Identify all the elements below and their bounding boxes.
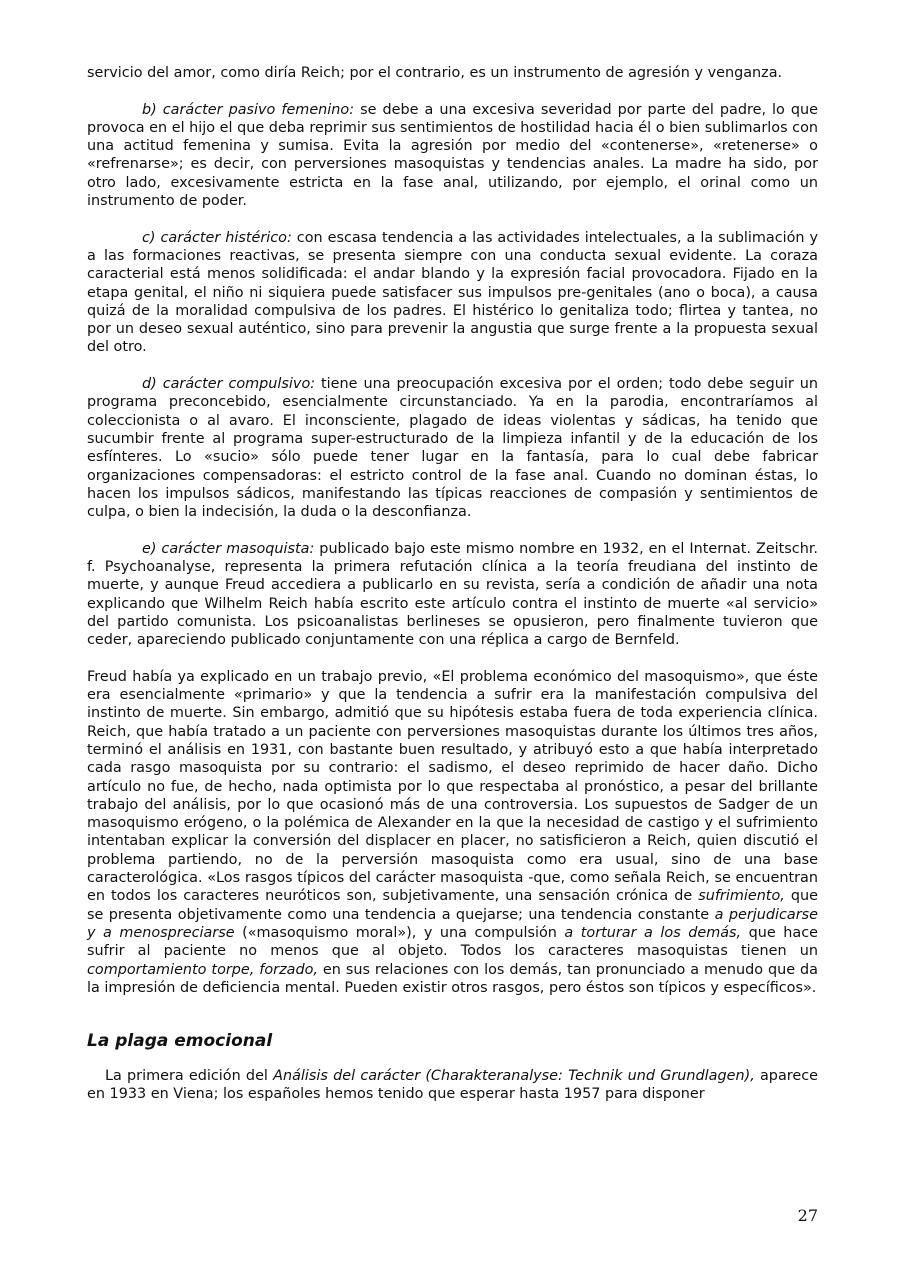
emphasis-text: a torturar a los demás,	[564, 924, 742, 941]
paragraph-histerico	[87, 229, 818, 357]
paragraph-text: publicado bajo este mismo nombre en 1932, en el Internat. Zeitschr. f. Psychoanalyse, representa la primera refutación clínica a la teoría freudiana del instinto de muerte, y aunque Freud accediera a publicarlo en su revista, sería a condición de añadir una nota explicando que Wilhelm Reich había escrito este artículo contra el instinto de muerte «al servicio» del partido comunista. Los psicoanalistas berlineses se opusieron, pero finalmente tuvieron que ceder, apareciendo publicado conjuntamente con una réplica a cargo de Bernfeld.	[87, 540, 819, 649]
paragraph-compulsivo	[87, 375, 818, 521]
term-label: d) carácter compulsivo:	[142, 376, 316, 393]
paragraph-text: se debe a una excesiva severidad por parte del padre, lo que provoca en el hijo el que deba reprimir sus sentimientos de hostilidad hacia él o bien sublimarlos con una actitud femenina y sumisa. Evita la agresión por medio del «contenerse», «retenerse» o «refrenarse»; es decir, con perversiones masoquistas y tendencias anales. La madre ha sido, por otro lado, excesivamente estricta en la fase anal, utilizando, por ejemplo, el orinal como un instrumento de poder.	[87, 101, 818, 210]
paragraph-masoquista	[87, 540, 818, 650]
paragraph-text: Freud había ya explicado en un trabajo previo, «El problema económico del masoquismo», que éste era esencialmente «primario» y que la tendencia a sufrir era la manifestación compulsiva del instinto de muerte. Sin embargo, admitió que su hipótesis estaba fuera de toda experiencia clínica. Reich, que había tratado a un paciente con perversiones masoquistas durante los últimos tres años, terminó el análisis en 1931, con bastante buen resultado, y atribuyó esto a que había interpretado cada rasgo masoquista por su contrario: el sadismo, el deseo reprimido de hacer daño. Dicho artículo no fue, de hecho, nada optimista por lo que respectaba al pronóstico, a pesar del brillante trabajo del análisis, por lo que ocasionó más de una controversia. Los supuestos de Sadger de un masoquismo erógeno, o la polémica de Alexander en la que la necesidad de castigo y el sufrimiento intentaban explicar la conversión del displacer en placer, no satisficieron a Reich, quien discutió el problema partiendo, no de la perversión masoquista como era usual, sino de una base caracterológica. «Los rasgos típicos del carácter masoquista -que, como señala Reich, se encuentran en todos los caracteres neuróticos son, subjetivamente, una sensación crónica de	[87, 668, 818, 905]
paragraph-pasivo-femenino	[87, 101, 818, 211]
paragraph-text: aparece en 1933 en Viena; los españoles hemos tenido que esperar hasta 1957 para disponer	[87, 1068, 818, 1103]
page-body	[87, 64, 818, 1104]
paragraph-continuation	[87, 64, 818, 82]
paragraph-text: que hace sufrir al paciente no menos que al objeto. Todos los caracteres masoquistas tienen un	[87, 924, 818, 960]
paragraph-text: tiene una preocupación excesiva por el orden; todo debe seguir un programa preconcebido, esencialmente circunstanciado. Ya en la parodia, encontraríamos al coleccionista o al avaro. El inconsciente, plagado de ideas violentas y sádicas, ha tenido que sucumbir frente al programa super-estructurado de la limpieza infantil y de la educación de los esfínteres. Lo «sucio» sólo puede tener lugar en la fantasía, para lo cual debe fabricar organizaciones compensadoras: el estricto control de la fase anal. Cuando no dominan éstas, lo hacen los impulsos sádicos, manifestando las típicas reacciones de compasión y sentimientos de culpa, o bien la indecisión, la duda o la desconfianza.	[87, 376, 818, 521]
paragraph-text: («masoquismo moral»), y una compulsión	[234, 924, 565, 941]
paragraph-text: servicio del amor, como diría Reich; por el contrario, es un instrumento de agresión y venganza.	[87, 65, 783, 81]
paragraph-primera-edicion	[87, 1067, 818, 1104]
paragraph-text: La primera edición del	[105, 1068, 274, 1085]
paragraph-text: en sus relaciones con los demás, tan pronunciado a menudo que da la impresión de deficiencia mental. Pueden existir otros rasgos, pero éstos son típicos y específicos».	[87, 961, 818, 996]
emphasis-text: comportamiento torpe, forzado,	[87, 961, 318, 978]
emphasis-text: sufrimiento,	[698, 888, 785, 905]
section-heading: La plaga emocional	[87, 1031, 273, 1052]
term-label: e) carácter masoquista:	[142, 540, 315, 557]
emphasis-text: Análisis del carácter (Charakteranalyse: Technik und Grundlagen),	[273, 1068, 755, 1085]
term-label: b) carácter pasivo femenino:	[142, 101, 355, 118]
page-number: 27	[797, 1206, 818, 1225]
emphasis-text: a perjudicarse y a menospreciarse	[87, 906, 818, 941]
paragraph-freud	[87, 668, 818, 997]
paragraph-text: que se presenta objetivamente como una tendencia a quejarse; una tendencia constante	[87, 888, 818, 923]
paragraph-text: con escasa tendencia a las actividades intelectuales, a la sublimación y a las formaciones reactivas, se presenta siempre con una conducta sexual evidente. La coraza caracterial está menos solidificada: el andar blando y la expresión facial provocadora. Fijado en la etapa genital, el niño ni siquiera puede satisfacer sus impulsos pre-genitales (ano o boca), a causa quizá de la moralidad compulsiva de los padres. El histérico lo genitaliza todo; flirtea y tantea, no por un deseo sexual auténtico, sino para prevenir la angustia que surge frente a la propuesta sexual del otro.	[87, 229, 819, 356]
term-label: c) carácter histérico:	[142, 229, 292, 246]
